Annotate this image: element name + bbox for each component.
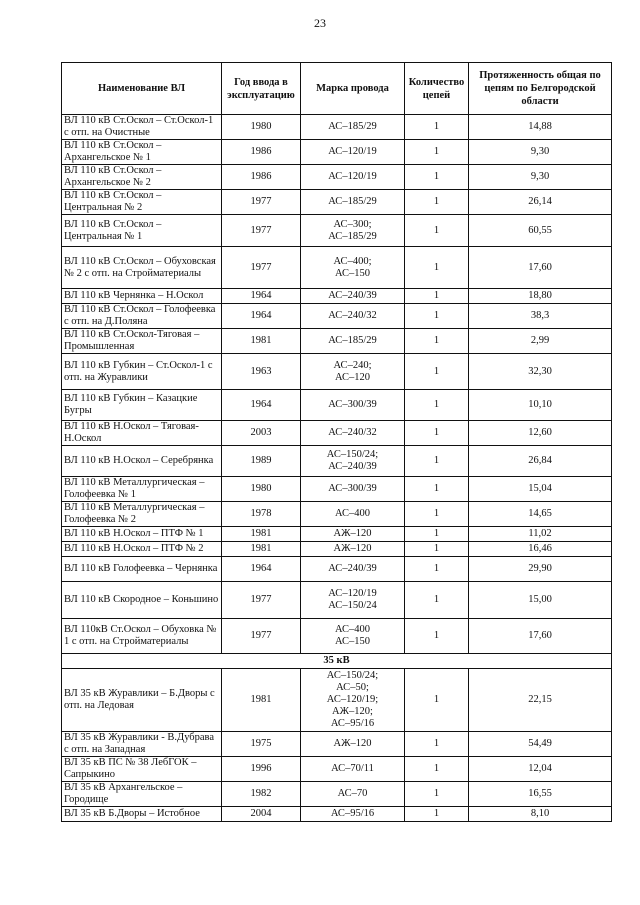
length-cell: 2,99	[469, 329, 612, 354]
length-cell: 38,3	[469, 304, 612, 329]
length-cell: 17,60	[469, 247, 612, 289]
line-name-cell: ВЛ 110 кВ Ст.Оскол – Ст.Оскол-1 с отп. на Очистные	[62, 115, 222, 140]
line-name-cell: ВЛ 35 кВ Архангельское – Городище	[62, 782, 222, 807]
wire-cell: АС–185/29	[301, 329, 405, 354]
year-cell: 1977	[222, 619, 301, 654]
length-cell: 26,84	[469, 446, 612, 477]
table-row	[62, 807, 612, 822]
circuits-cell: 1	[405, 502, 469, 527]
line-name-cell: ВЛ 35 кВ Журавлики – Б.Дворы с отп. на Ледовая	[62, 669, 222, 732]
wire-cell: АС–400; АС–150	[301, 247, 405, 289]
year-cell: 1977	[222, 215, 301, 247]
year-cell: 1964	[222, 557, 301, 582]
circuits-cell: 1	[405, 354, 469, 390]
length-cell: 18,80	[469, 289, 612, 304]
wire-cell: АС–240/39	[301, 289, 405, 304]
circuits-cell: 1	[405, 542, 469, 557]
table-row	[62, 669, 612, 732]
circuits-cell: 1	[405, 669, 469, 732]
length-cell: 9,30	[469, 140, 612, 165]
section-row-35kv	[62, 654, 612, 669]
length-cell: 14,88	[469, 115, 612, 140]
circuits-cell: 1	[405, 421, 469, 446]
year-cell: 1986	[222, 165, 301, 190]
length-cell: 9,30	[469, 165, 612, 190]
length-cell: 22,15	[469, 669, 612, 732]
wire-cell: АЖ–120	[301, 527, 405, 542]
year-cell: 1981	[222, 527, 301, 542]
wire-cell: АС–400 АС–150	[301, 619, 405, 654]
wire-cell: АС–185/29	[301, 115, 405, 140]
circuits-cell: 1	[405, 115, 469, 140]
line-name-cell: ВЛ 110 кВ Ст.Оскол – Голофеевка с отп. на Д.Поляна	[62, 304, 222, 329]
year-cell: 1964	[222, 304, 301, 329]
wire-cell: АС–150/24; АС–240/39	[301, 446, 405, 477]
length-cell: 32,30	[469, 354, 612, 390]
line-name-cell: ВЛ 35 кВ Б.Дворы – Истобное	[62, 807, 222, 822]
line-name-cell: ВЛ 110 кВ Скородное – Коньшино	[62, 582, 222, 619]
year-cell: 1989	[222, 446, 301, 477]
table-row	[62, 619, 612, 654]
length-cell: 12,04	[469, 757, 612, 782]
circuits-cell: 1	[405, 165, 469, 190]
year-cell: 1978	[222, 502, 301, 527]
length-cell: 15,04	[469, 477, 612, 502]
circuits-cell: 1	[405, 582, 469, 619]
table-header-row	[62, 63, 612, 115]
wire-cell: АС–240/32	[301, 304, 405, 329]
wire-cell: АС–400	[301, 502, 405, 527]
wire-cell: АС–300/39	[301, 390, 405, 421]
table-row	[62, 477, 612, 502]
length-cell: 17,60	[469, 619, 612, 654]
year-cell: 2003	[222, 421, 301, 446]
wire-cell: АС–300; АС–185/29	[301, 215, 405, 247]
wire-cell: АС–70/11	[301, 757, 405, 782]
table-row	[62, 354, 612, 390]
wire-cell: АЖ–120	[301, 542, 405, 557]
length-cell: 14,65	[469, 502, 612, 527]
table-row	[62, 329, 612, 354]
year-cell: 1981	[222, 329, 301, 354]
circuits-cell: 1	[405, 329, 469, 354]
length-cell: 10,10	[469, 390, 612, 421]
year-cell: 1980	[222, 477, 301, 502]
line-name-cell: ВЛ 110 кВ Н.Оскол – Тяговая-Н.Оскол	[62, 421, 222, 446]
circuits-cell: 1	[405, 140, 469, 165]
table-row	[62, 190, 612, 215]
circuits-cell: 1	[405, 732, 469, 757]
line-name-cell: ВЛ 110 кВ Губкин – Ст.Оскол-1 с отп. на Журавлики	[62, 354, 222, 390]
header-length: Протяженность общая по цепям по Белгородской области	[469, 63, 612, 115]
line-name-cell: ВЛ 110 кВ Н.Оскол – ПТФ № 1	[62, 527, 222, 542]
length-cell: 8,10	[469, 807, 612, 822]
circuits-cell: 1	[405, 807, 469, 822]
line-name-cell: ВЛ 110 кВ Н.Оскол – Серебрянка	[62, 446, 222, 477]
table-row	[62, 421, 612, 446]
circuits-cell: 1	[405, 619, 469, 654]
header-year: Год ввода в эксплуатацию	[222, 63, 301, 115]
line-name-cell: ВЛ 110 кВ Н.Оскол – ПТФ № 2	[62, 542, 222, 557]
circuits-cell: 1	[405, 390, 469, 421]
wire-cell: АС–240/39	[301, 557, 405, 582]
year-cell: 1964	[222, 390, 301, 421]
circuits-cell: 1	[405, 304, 469, 329]
circuits-cell: 1	[405, 527, 469, 542]
table-row	[62, 502, 612, 527]
wire-cell: АС–95/16	[301, 807, 405, 822]
table-row	[62, 304, 612, 329]
wire-cell: АЖ–120	[301, 732, 405, 757]
year-cell: 1963	[222, 354, 301, 390]
line-name-cell: ВЛ 110 кВ Металлургическая – Голофеевка № 2	[62, 502, 222, 527]
length-cell: 15,00	[469, 582, 612, 619]
table-row	[62, 782, 612, 807]
wire-cell: АС–185/29	[301, 190, 405, 215]
year-cell: 1977	[222, 582, 301, 619]
circuits-cell: 1	[405, 557, 469, 582]
header-wire: Марка провода	[301, 63, 405, 115]
header-circuits: Количество цепей	[405, 63, 469, 115]
year-cell: 1975	[222, 732, 301, 757]
circuits-cell: 1	[405, 782, 469, 807]
rows-35kv	[62, 669, 612, 822]
line-name-cell: ВЛ 110 кВ Ст.Оскол-Тяговая – Промышленная	[62, 329, 222, 354]
wire-cell: АС–70	[301, 782, 405, 807]
line-name-cell: ВЛ 110 кВ Ст.Оскол – Обуховская № 2 с отп. на Стройматериалы	[62, 247, 222, 289]
line-name-cell: ВЛ 110 кВ Губкин – Казацкие Бугры	[62, 390, 222, 421]
table-row	[62, 446, 612, 477]
line-name-cell: ВЛ 110 кВ Голофеевка – Чернянка	[62, 557, 222, 582]
year-cell: 1980	[222, 115, 301, 140]
line-name-cell: ВЛ 110 кВ Чернянка – Н.Оскол	[62, 289, 222, 304]
table-row	[62, 390, 612, 421]
table-row	[62, 215, 612, 247]
length-cell: 12,60	[469, 421, 612, 446]
length-cell: 29,90	[469, 557, 612, 582]
table-row	[62, 757, 612, 782]
line-name-cell: ВЛ 110 кВ Металлургическая – Голофеевка № 1	[62, 477, 222, 502]
table-row	[62, 289, 612, 304]
length-cell: 54,49	[469, 732, 612, 757]
section-title-35kv: 35 кВ	[62, 654, 612, 669]
table-row	[62, 115, 612, 140]
table-row	[62, 140, 612, 165]
header-name: Наименование ВЛ	[62, 63, 222, 115]
year-cell: 1964	[222, 289, 301, 304]
table-row	[62, 732, 612, 757]
wire-cell: АС–300/39	[301, 477, 405, 502]
line-name-cell: ВЛ 110 кВ Ст.Оскол – Архангельское № 1	[62, 140, 222, 165]
length-cell: 16,46	[469, 542, 612, 557]
table-row	[62, 557, 612, 582]
circuits-cell: 1	[405, 289, 469, 304]
circuits-cell: 1	[405, 446, 469, 477]
table-row	[62, 582, 612, 619]
section-35kv	[62, 654, 612, 669]
line-name-cell: ВЛ 35 кВ ПС № 38 ЛебГОК – Сапрыкино	[62, 757, 222, 782]
year-cell: 2004	[222, 807, 301, 822]
length-cell: 16,55	[469, 782, 612, 807]
circuits-cell: 1	[405, 477, 469, 502]
year-cell: 1977	[222, 190, 301, 215]
rows-110kv	[62, 115, 612, 654]
line-name-cell: ВЛ 110кВ Ст.Оскол – Обуховка № 1 с отп. на Стройматериалы	[62, 619, 222, 654]
power-lines-table	[61, 62, 612, 822]
wire-cell: АС–240/32	[301, 421, 405, 446]
wire-cell: АС–150/24; АС–50; АС–120/19; АЖ–120; АС–95/16	[301, 669, 405, 732]
page-number: 23	[314, 16, 326, 30]
wire-cell: АС–120/19	[301, 140, 405, 165]
circuits-cell: 1	[405, 215, 469, 247]
year-cell: 1986	[222, 140, 301, 165]
circuits-cell: 1	[405, 757, 469, 782]
length-cell: 26,14	[469, 190, 612, 215]
length-cell: 60,55	[469, 215, 612, 247]
wire-cell: АС–120/19	[301, 165, 405, 190]
year-cell: 1977	[222, 247, 301, 289]
wire-cell: АС–240; АС–120	[301, 354, 405, 390]
table-row	[62, 527, 612, 542]
line-name-cell: ВЛ 110 кВ Ст.Оскол – Архангельское № 2	[62, 165, 222, 190]
length-cell: 11,02	[469, 527, 612, 542]
year-cell: 1982	[222, 782, 301, 807]
table-row	[62, 542, 612, 557]
year-cell: 1981	[222, 669, 301, 732]
circuits-cell: 1	[405, 190, 469, 215]
year-cell: 1996	[222, 757, 301, 782]
line-name-cell: ВЛ 110 кВ Ст.Оскол – Центральная № 1	[62, 215, 222, 247]
year-cell: 1981	[222, 542, 301, 557]
table-row	[62, 165, 612, 190]
wire-cell: АС–120/19 АС–150/24	[301, 582, 405, 619]
table-row	[62, 247, 612, 289]
line-name-cell: ВЛ 35 кВ Журавлики - В.Дубрава с отп. на Западная	[62, 732, 222, 757]
line-name-cell: ВЛ 110 кВ Ст.Оскол – Центральная № 2	[62, 190, 222, 215]
circuits-cell: 1	[405, 247, 469, 289]
